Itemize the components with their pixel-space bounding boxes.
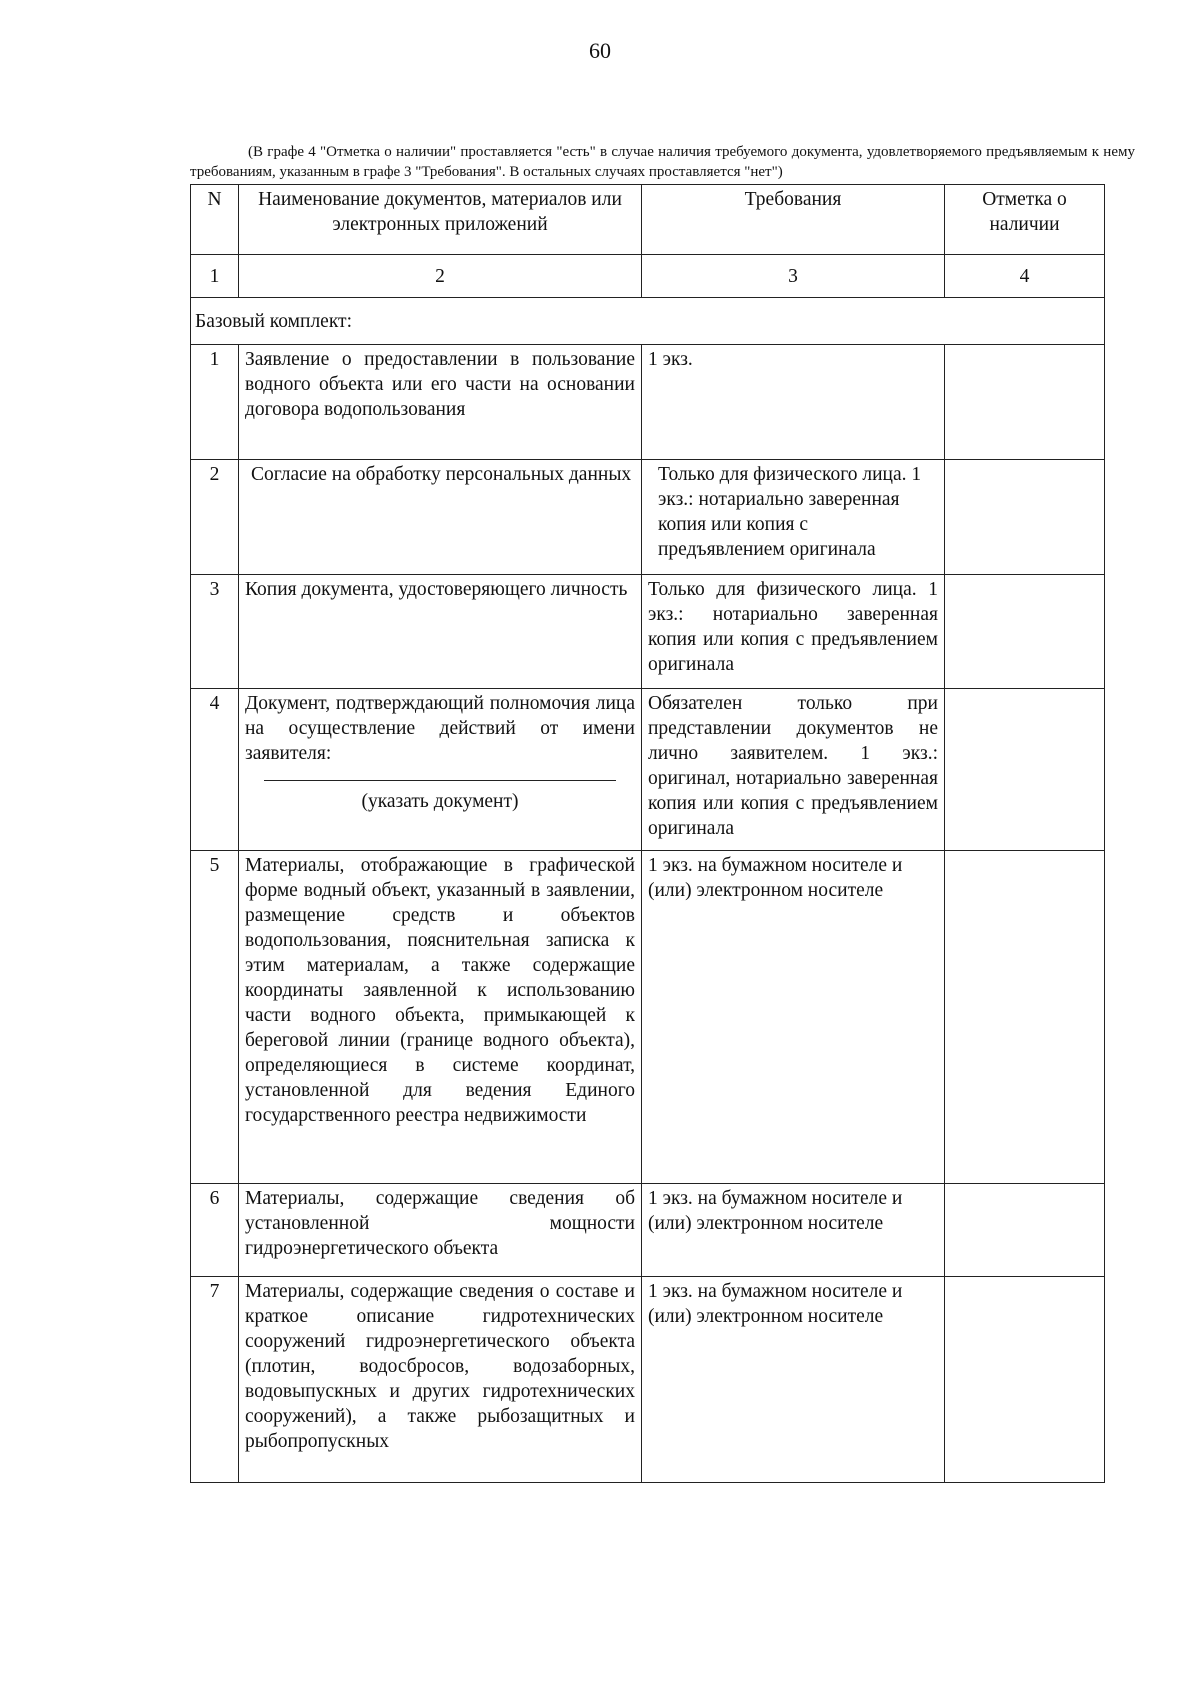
column-number: 1 (191, 255, 239, 298)
requirements: Только для физического лица. 1 экз.: нотариально заверенная копия или копия с предъявлением оригинала (642, 460, 945, 575)
availability-mark (945, 575, 1105, 689)
header-requirements: Требования (642, 185, 945, 255)
requirements: 1 экз. на бумажном носителе и (или) электронном носителе (642, 851, 945, 1184)
fill-in-caption: (указать документ) (361, 791, 519, 812)
column-number-row (191, 255, 1105, 298)
header-availability-mark: Отметка о наличии (945, 185, 1105, 255)
column-number: 4 (945, 255, 1105, 298)
document-name: Материалы, содержащие сведения об установленной мощности гидроэнергетического объекта (239, 1184, 642, 1277)
section-title: Базовый комплект: (191, 298, 1105, 345)
document-name: Документ, подтверждающий полномочия лица на осуществление действий от имени заявителя: (245, 693, 635, 764)
table-row (191, 575, 1105, 689)
availability-mark (945, 1277, 1105, 1483)
availability-mark (945, 689, 1105, 851)
row-number: 4 (191, 689, 239, 851)
page-number: 60 (589, 38, 611, 63)
document-name: Согласие на обработку персональных данных (239, 460, 642, 575)
table-row (191, 851, 1105, 1184)
row-number: 1 (191, 345, 239, 460)
document-name-cell (239, 689, 642, 851)
table-row (191, 1277, 1105, 1483)
availability-mark (945, 345, 1105, 460)
requirements: Обязателен только при представлении документов не лично заявителем. 1 экз.: оригинал, нотариально заверенная копия или копия с предъявлением оригинала (642, 689, 945, 851)
header-number: N (191, 185, 239, 255)
section-row (191, 298, 1105, 345)
availability-mark (945, 851, 1105, 1184)
table-note: (В графе 4 "Отметка о наличии" проставляется "есть" в случае наличия требуемого документа, удовлетворяемого предъявляемым к нему требованиям, указанным в графе 3 "Требования". В остальных случаях проставляется "нет") (190, 144, 1135, 180)
requirements: 1 экз. на бумажном носителе и (или) электронном носителе (642, 1277, 945, 1483)
availability-mark (945, 460, 1105, 575)
row-number: 3 (191, 575, 239, 689)
document-name: Заявление о предоставлении в пользование водного объекта или его части на основании договора водопользования (239, 345, 642, 460)
table-row (191, 460, 1105, 575)
header-document-name: Наименование документов, материалов или электронных приложений (239, 185, 642, 255)
documents-table (190, 184, 1105, 1483)
document-name: Материалы, содержащие сведения о составе и краткое описание гидротехнических сооружений гидроэнергетического объекта (плотин, водосбросов, водозаборных, водовыпускных и других гидротехнических сооружений), а также рыбозащитных и рыбопропускных (239, 1277, 642, 1483)
requirements: 1 экз. (642, 345, 945, 460)
table-row (191, 345, 1105, 460)
row-number: 7 (191, 1277, 239, 1483)
row-number: 5 (191, 851, 239, 1184)
requirements: Только для физического лица. 1 экз.: нотариально заверенная копия или копия с предъявлением оригинала (642, 575, 945, 689)
column-number: 3 (642, 255, 945, 298)
table-header-row (191, 185, 1105, 255)
document-name: Материалы, отображающие в графической форме водный объект, указанный в заявлении, размещение средств и объектов водопользования, пояснительная записка к этим материалам, а также содержащие координаты заявленной к использованию части водного объекта, примыкающей к береговой линии (границе водного объекта), определяющиеся в системе координат, установленной для ведения Единого государственного реестра недвижимости (239, 851, 642, 1184)
document-name: Копия документа, удостоверяющего личность (239, 575, 642, 689)
table-row (191, 689, 1105, 851)
row-number: 6 (191, 1184, 239, 1277)
requirements: 1 экз. на бумажном носителе и (или) электронном носителе (642, 1184, 945, 1277)
table-row (191, 1184, 1105, 1277)
fill-in-line (264, 780, 616, 789)
column-number: 2 (239, 255, 642, 298)
row-number: 2 (191, 460, 239, 575)
availability-mark (945, 1184, 1105, 1277)
